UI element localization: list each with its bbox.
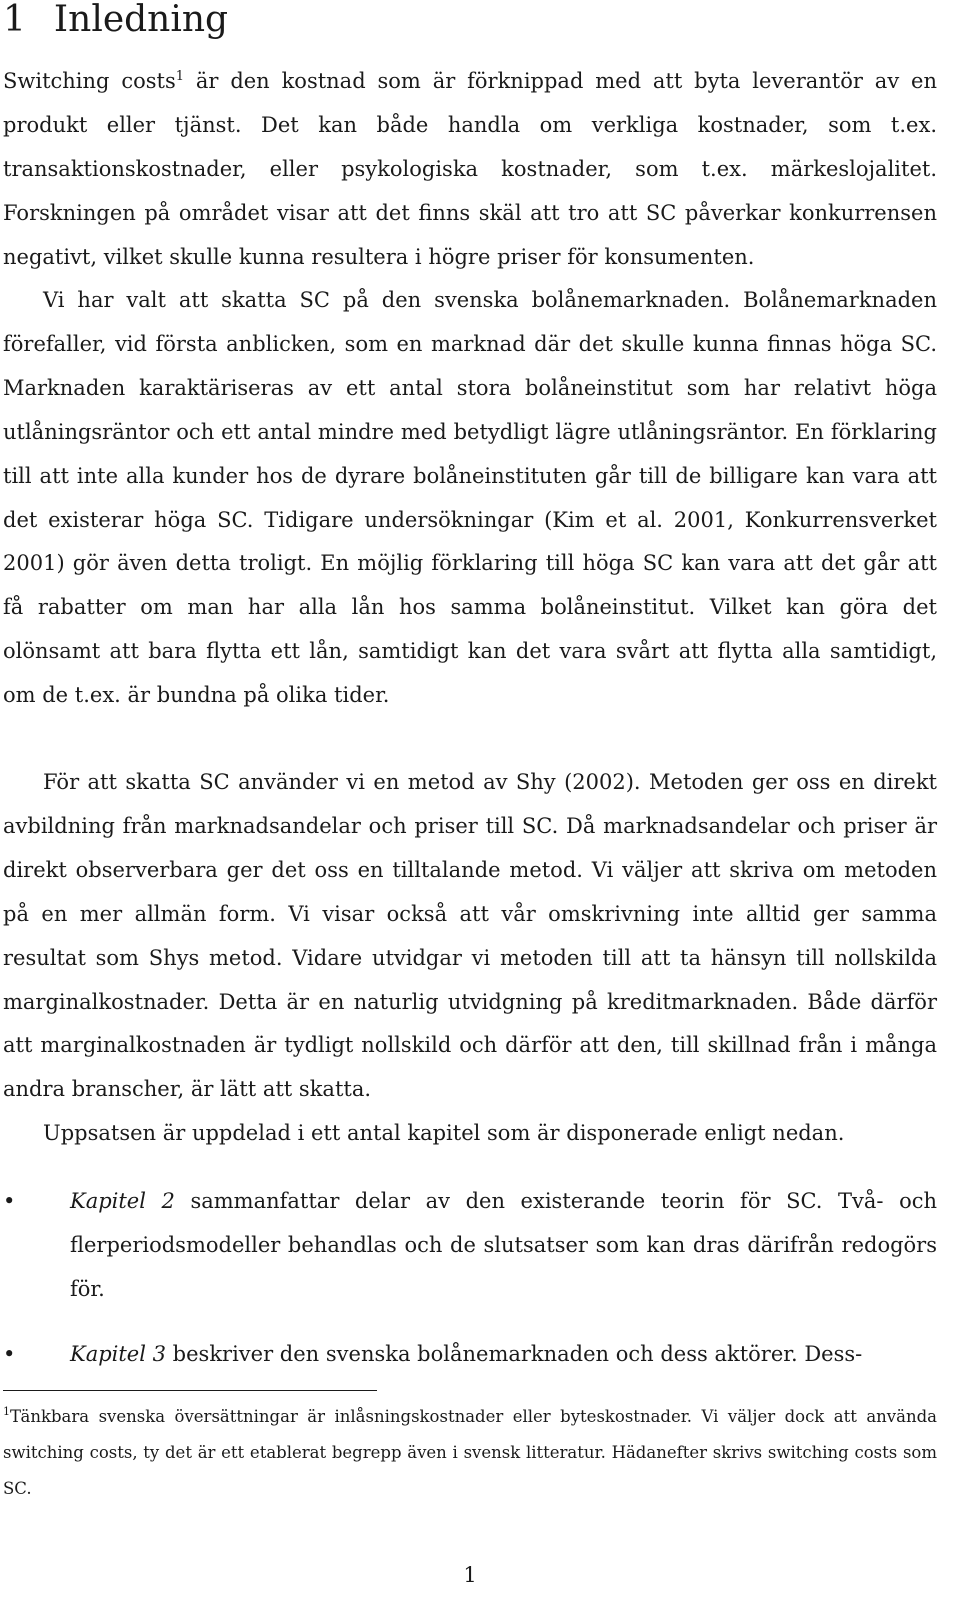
footnote-divider bbox=[3, 1390, 377, 1391]
page-number: 1 bbox=[463, 1563, 477, 1587]
list-item-chapter-2 bbox=[3, 1180, 937, 1312]
footnote-text: Tänkbara svenska översättningar är inlåsningskostnader eller byteskostnader. Vi väljer dock att använda switching costs, ty det är ett etablerat begrepp även i svensk litteratur. Hädanefter skrivs switching costs som SC. bbox=[3, 1407, 937, 1498]
list-item-text bbox=[70, 1180, 937, 1312]
list-item-chapter-3 bbox=[3, 1333, 937, 1377]
chapter-number: 1 bbox=[3, 0, 26, 40]
chapter-reference: Kapitel 3 bbox=[70, 1342, 166, 1366]
paragraph-method: För att skatta SC använder vi en metod av Shy (2002). Metoden ger oss en direkt avbildning från marknadsandelar och priser till SC. Då marknadsandelar och priser är direkt observerbara ger det oss en tilltalande metod. Vi väljer att skriva om metoden på en mer allmän form. Vi visar också att vår omskrivning inte alltid ger samma resultat som Shys metod. Vidare utvidgar vi metoden till att ta hänsyn till nollskilda marginalkostnader. Detta är en naturlig utvidgning på kreditmarknaden. Både därför att marginalkostnaden är tydligt nollskild och därför att den, till skillnad från i många andra branscher, är lätt att skatta. bbox=[3, 770, 937, 1102]
paragraph-outline: Uppsatsen är uppdelad i ett antal kapitel som är disponerade enligt nedan. bbox=[43, 1121, 845, 1145]
chapter-heading bbox=[3, 0, 228, 40]
list-item-description: beskriver den svenska bolånemarknaden och dess aktörer. Dess- bbox=[166, 1342, 863, 1366]
footnote-reference[interactable]: 1 bbox=[175, 69, 185, 84]
intro-lead-text: Switching costs bbox=[3, 69, 176, 93]
paragraph-market: Vi har valt att skatta SC på den svenska bolånemarknaden. Bolånemarknaden förefaller, vid första anblicken, som en marknad där det skulle kunna finnas höga SC. Marknaden karaktäriseras av ett antal stora bolåneinstitut som har relativt höga utlåningsräntor och ett antal mindre med betydligt lägre utlåningsräntor. En förklaring till att inte alla kunder hos de dyrare bolåneinstituten går till de billigare kan vara att det existerar höga SC. Tidigare undersökningar (Kim et al. 2001, Konkurrensverket 2001) gör även detta troligt. En möjlig förklaring till höga SC kan vara att det går att få rabatter om man har alla lån hos samma bolåneinstitut. Vilket kan göra det olönsamt att bara flytta ett lån, samtidigt kan det vara svårt att flytta alla samtidigt, om de t.ex. är bundna på olika tider. bbox=[3, 288, 937, 708]
bullet-icon: • bbox=[3, 1342, 16, 1366]
list-item-description: sammanfattar delar av den existerande teorin för SC. Två- och flerperiodsmodeller behandlas och de slutsatser som kan dras därifrån redogörs för. bbox=[70, 1189, 937, 1301]
bullet-icon: • bbox=[3, 1189, 16, 1213]
footnote-marker: 1 bbox=[3, 1405, 10, 1418]
intro-body-text: är den kostnad som är förknippad med att byta leverantör av en produkt eller tjänst. Det kan både handla om verkliga kostnader, som t.ex. transaktionskostnader, eller psykologiska kostnader, som t.ex. märkeslojalitet. Forskningen på området visar att det finns skäl att tro att SC påverkar konkurrensen negativt, vilket skulle kunna resultera i högre priser för konsumenten. bbox=[3, 69, 937, 269]
chapter-title: Inledning bbox=[53, 0, 229, 40]
footnote bbox=[3, 1399, 937, 1507]
list-item-text bbox=[70, 1333, 937, 1377]
chapter-reference: Kapitel 2 bbox=[70, 1189, 175, 1213]
paragraph-intro bbox=[3, 60, 937, 280]
